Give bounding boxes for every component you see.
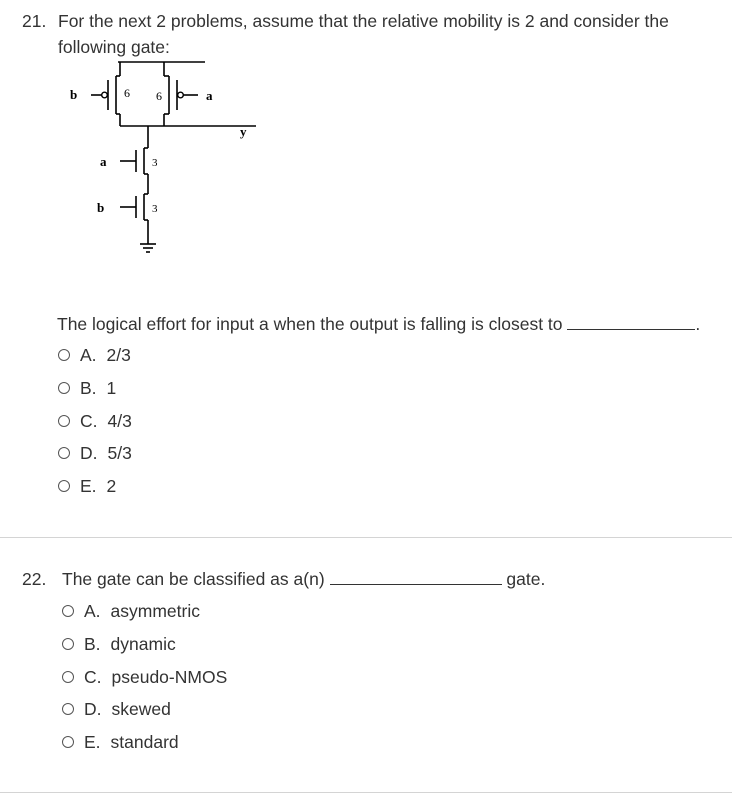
q21-option-a[interactable] xyxy=(58,342,131,368)
question-21-stem xyxy=(57,311,700,337)
radio-icon[interactable] xyxy=(62,703,74,715)
nmos-bottom-size-label: 3 xyxy=(152,203,158,215)
option-letter: C. xyxy=(80,410,98,431)
option-text: 1 xyxy=(106,377,117,398)
radio-icon[interactable] xyxy=(62,671,74,683)
pmos-left-size-label: 6 xyxy=(124,86,130,100)
option-letter: A. xyxy=(84,600,101,621)
q22-option-e[interactable] xyxy=(62,729,179,755)
pmos-left-bubble xyxy=(102,92,108,98)
option-letter: E. xyxy=(80,475,97,496)
q21-option-d[interactable] xyxy=(58,440,132,466)
radio-icon[interactable] xyxy=(58,382,70,394)
nmos-top-input-label: a xyxy=(100,154,107,169)
option-text: skewed xyxy=(111,698,171,719)
answer-blank-22 xyxy=(330,570,502,585)
option-letter: E. xyxy=(84,731,101,752)
question-21-prompt xyxy=(22,8,669,34)
q21-option-b[interactable] xyxy=(58,375,116,401)
pmos-right-input-label: a xyxy=(206,88,213,103)
nmos-bottom-input-label: b xyxy=(97,200,105,215)
option-text: 2/3 xyxy=(106,344,131,365)
radio-icon[interactable] xyxy=(62,736,74,748)
radio-icon[interactable] xyxy=(62,605,74,617)
nmos-top-size-label: 3 xyxy=(152,157,158,169)
question-22-stem-text: The gate can be classified as a(n) xyxy=(62,569,325,589)
radio-icon[interactable] xyxy=(58,415,70,427)
radio-icon[interactable] xyxy=(58,447,70,459)
radio-icon[interactable] xyxy=(58,349,70,361)
option-text: pseudo-NMOS xyxy=(111,666,228,687)
question-22-stem xyxy=(22,566,545,592)
output-label: y xyxy=(240,124,247,139)
option-text: 2 xyxy=(106,475,117,496)
q22-option-d[interactable] xyxy=(62,696,171,722)
cmos-gate-schematic xyxy=(60,56,260,266)
question-22-number: 22. xyxy=(22,569,47,589)
option-letter: B. xyxy=(80,377,97,398)
pmos-right-bubble xyxy=(178,92,184,98)
option-letter: D. xyxy=(80,442,98,463)
question-divider xyxy=(0,537,732,538)
question-21-prompt-line2: following gate: xyxy=(58,37,170,57)
radio-icon[interactable] xyxy=(62,638,74,650)
question-21-stem-text: The logical effort for input a when the output is falling is closest to xyxy=(57,314,563,334)
option-text: standard xyxy=(110,731,179,752)
q22-option-b[interactable] xyxy=(62,631,176,657)
option-letter: D. xyxy=(84,698,102,719)
question-22-stem-end: gate. xyxy=(506,569,546,589)
question-21-number: 21. xyxy=(22,11,47,31)
bottom-divider xyxy=(0,792,732,793)
q22-option-c[interactable] xyxy=(62,664,227,690)
radio-icon[interactable] xyxy=(58,480,70,492)
q22-option-a[interactable] xyxy=(62,598,200,624)
question-21-stem-end: . xyxy=(695,314,701,334)
question-21-prompt-line1: For the next 2 problems, assume that the relative mobility is 2 and consider the xyxy=(58,11,669,31)
option-text: asymmetric xyxy=(110,600,200,621)
option-letter: A. xyxy=(80,344,97,365)
option-text: 5/3 xyxy=(107,442,132,463)
pmos-left-input-label: b xyxy=(70,87,78,102)
q21-option-c[interactable] xyxy=(58,408,132,434)
answer-blank-21 xyxy=(567,315,695,330)
option-text: dynamic xyxy=(110,633,176,654)
pmos-right-size-label: 6 xyxy=(156,89,162,103)
q21-option-e[interactable] xyxy=(58,473,116,499)
option-letter: B. xyxy=(84,633,101,654)
option-letter: C. xyxy=(84,666,102,687)
option-text: 4/3 xyxy=(107,410,132,431)
